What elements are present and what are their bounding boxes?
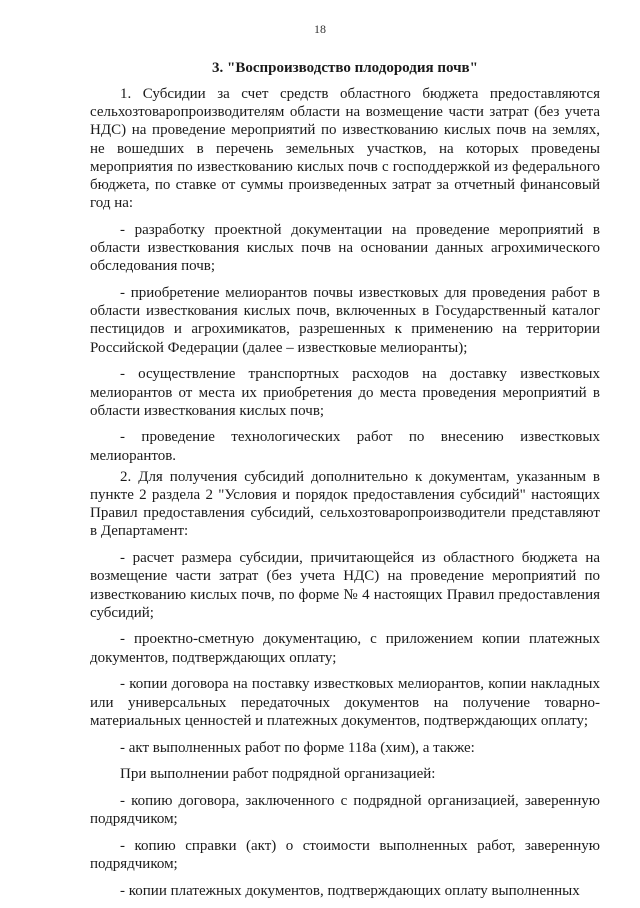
list-item-design-estimate: - проектно-сметную документацию, с приложением копии платежных документов, подтверждающих оплату;	[90, 631, 600, 666]
document-body	[90, 85, 600, 908]
list-item-transport-costs: - осуществление транспортных расходов на доставку известковых мелиорантов от места их приобретения до места проведения мероприятий в области известкования кислых почв;	[90, 366, 600, 419]
list-item-contractor-agreement: - копию договора, заключенного с подрядной организацией, заверенную подрядчиком;	[90, 792, 600, 828]
list-item-work-act: - акт выполненных работ по форме 118а (хим), а также:	[120, 739, 475, 756]
list-item-subsidy-calculation: - расчет размера субсидии, причитающейся из областного бюджета на возмещение части затрат (без учета НДС) на проведение мероприятий по известкованию кислых почв, по форме № 4 настоящих Правил предоставления субсидий;	[90, 550, 600, 621]
list-item-payment-documents: - копии платежных документов, подтверждающих оплату выполненных	[120, 882, 580, 899]
list-item-meliorant-purchase: - приобретение мелиорантов почвы известковых для проведения работ в области известкования кислых почв, включенных в Государственный каталог пестицидов и агрохимикатов, разрешенных к применению на территории Российской Федерации (далее – известковые мелиоранты);	[90, 285, 600, 356]
list-item-supply-contract-copies: - копии договора на поставку известковых мелиорантов, копии накладных или универсальных передаточных документов на получение товарно-материальных ценностей и платежных документов, подтверждающих оплату;	[90, 676, 600, 729]
list-item-cost-certificate: - копию справки (акт) о стоимости выполненных работ, заверенную подрядчиком;	[90, 837, 600, 873]
page-number: 18	[314, 22, 326, 36]
paragraph-subsidy-clause-2: 2. Для получения субсидий дополнительно к документам, указанным в пункте 2 раздела 2 "Условия и порядок предоставления субсидий" настоящих Правил предоставления субсидий, сельхозтоваропроизводители представляют в Департамент:	[90, 468, 600, 540]
section-heading: 3. "Воспроизводство плодородия почв"	[212, 60, 478, 76]
list-item-technological-works: - проведение технологических работ по внесению известковых мелиорантов.	[90, 429, 600, 464]
list-item-project-documentation: - разработку проектной документации на проведение мероприятий в области известкования кислых почв на основании данных агрохимического обследования почв;	[90, 221, 600, 275]
paragraph-contractor-works: При выполнении работ подрядной организацией:	[120, 766, 436, 783]
paragraph-subsidy-clause-1: 1. Субсидии за счет средств областного бюджета предоставляются сельхозтоваропроизводителям области на возмещение части затрат (без учета НДС) на проведение мероприятий по известкованию кислых почв на землях, не вошедших в перечень земельных участков, на которых проведены мероприятия по известкованию кислых почв с господдержкой из федерального бюджета, по ставке от суммы произведенных затрат за отчетный финансовый год на:	[90, 86, 600, 212]
